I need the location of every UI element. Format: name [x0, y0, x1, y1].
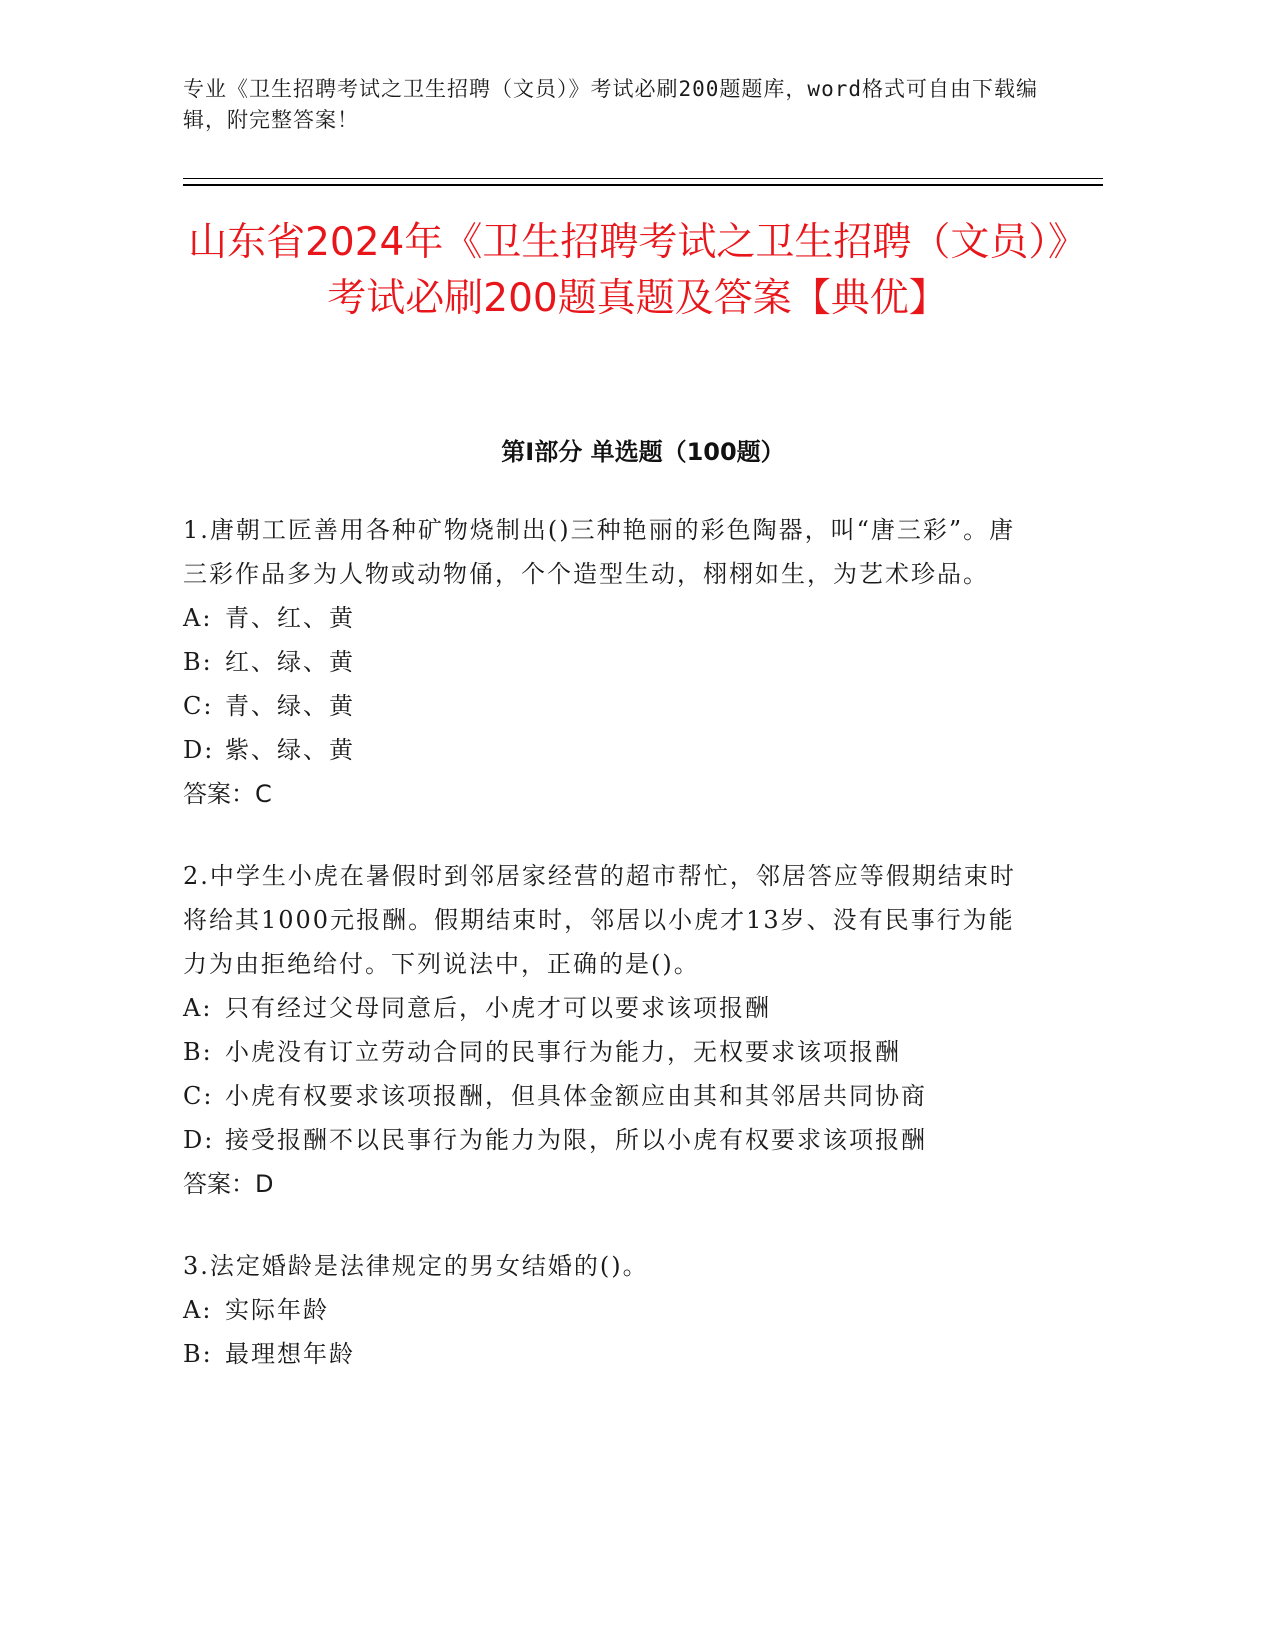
option-text: 青、绿、黄 — [225, 692, 355, 720]
question-stem: 1.唐朝工匠善用各种矿物烧制出()三种艳丽的彩色陶器，叫“唐三彩”。唐三彩作品多为人物或动物俑，个个造型生动，栩栩如生，为艺术珍品。 — [183, 516, 1016, 588]
option-letter: D: — [183, 736, 215, 764]
option-letter: B: — [183, 648, 213, 676]
option-text: 小虎没有订立劳动合同的民事行为能力，无权要求该项报酬 — [225, 1038, 901, 1066]
option-letter: D: — [183, 1126, 215, 1154]
option-letter: A: — [183, 604, 213, 632]
option-text: 小虎有权要求该项报酬，但具体金额应由其和其邻居共同协商 — [225, 1082, 927, 1110]
option-letter: B: — [183, 1038, 213, 1066]
question-stem: 3.法定婚龄是法律规定的男女结婚的()。 — [183, 1252, 649, 1280]
option-text: 红、绿、黄 — [225, 648, 355, 676]
option-c — [183, 684, 1033, 728]
header-rule-thick — [183, 184, 1103, 186]
option-text: 紫、绿、黄 — [225, 736, 355, 764]
option-a — [183, 1288, 1033, 1332]
option-b — [183, 640, 1033, 684]
option-letter: B: — [183, 1340, 213, 1368]
question-2 — [183, 854, 1033, 1206]
option-letter: C: — [183, 692, 214, 720]
section-heading: 第Ⅰ部分 单选题（100题） — [501, 438, 785, 466]
option-text: 只有经过父母同意后，小虎才可以要求该项报酬 — [225, 994, 771, 1022]
option-b — [183, 1030, 1033, 1074]
option-letter: A: — [183, 1296, 213, 1324]
question-stem: 2.中学生小虎在暑假时到邻居家经营的超市帮忙，邻居答应等假期结束时将给其1000元报酬。假期结束时，邻居以小虎才13岁、没有民事行为能力为由拒绝给付。下列说法中，正确的是()。 — [183, 862, 1016, 978]
option-b — [183, 1332, 1033, 1376]
option-a — [183, 986, 1033, 1030]
answer-line: 答案：C — [183, 780, 272, 808]
option-d — [183, 728, 1033, 772]
question-3 — [183, 1244, 1033, 1376]
option-text: 最理想年龄 — [225, 1340, 355, 1368]
option-d — [183, 1118, 1033, 1162]
option-text: 青、红、黄 — [225, 604, 355, 632]
option-c — [183, 1074, 1033, 1118]
option-letter: C: — [183, 1082, 214, 1110]
option-letter: A: — [183, 994, 213, 1022]
option-a — [183, 596, 1033, 640]
option-text: 接受报酬不以民事行为能力为限，所以小虎有权要求该项报酬 — [225, 1126, 927, 1154]
option-text: 实际年龄 — [225, 1296, 329, 1324]
header-rule-thin — [183, 178, 1103, 179]
question-list — [183, 508, 1033, 1414]
header-note: 专业《卫生招聘考试之卫生招聘（文员）》考试必刷200题题库，word格式可自由下载编辑，附完整答案！ — [183, 77, 1038, 132]
answer-line: 答案：D — [183, 1170, 274, 1198]
question-1 — [183, 508, 1033, 816]
document-title: 山东省2024年《卫生招聘考试之卫生招聘（文员）》考试必刷200题真题及答案【典优】 — [188, 220, 1087, 321]
